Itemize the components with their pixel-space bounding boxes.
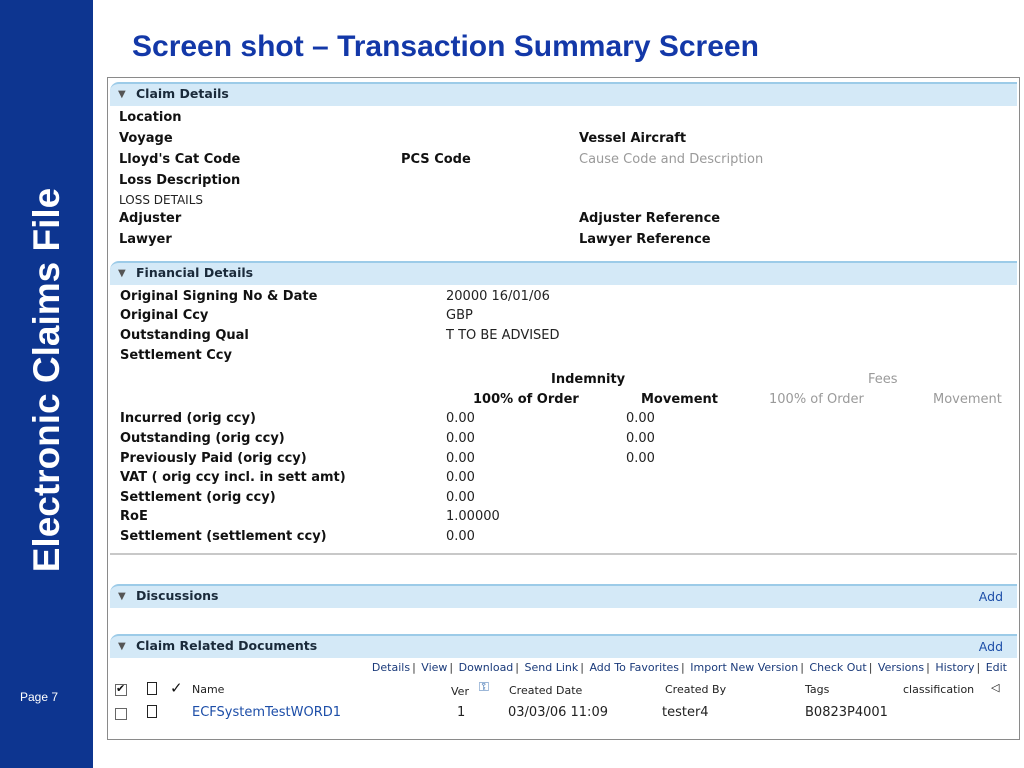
- fin-label: Original Ccy: [120, 308, 209, 323]
- fin-value: GBP: [446, 308, 473, 323]
- document-actions-bar: Details | View | Download | Send Link | Add To Favorites | Import New Version | Check Out | Versions | History | Edit: [371, 661, 1007, 674]
- adjuster-label: Adjuster: [119, 211, 182, 226]
- fin-row-label: Settlement (settlement ccy): [120, 529, 327, 544]
- col-ver[interactable]: Ver: [451, 685, 469, 698]
- col-movement: Movement: [641, 392, 718, 407]
- collapse-triangle-icon[interactable]: ▼: [118, 268, 126, 279]
- document-icon: [147, 705, 157, 718]
- fin-row-label: Outstanding (orig ccy): [120, 431, 285, 446]
- page-number: Page 7: [20, 690, 59, 704]
- fin-row-label: Incurred (orig ccy): [120, 411, 256, 426]
- fin-label: Outstanding Qual: [120, 328, 249, 343]
- fin-row-label: Previously Paid (orig ccy): [120, 451, 307, 466]
- fin-row-v1: 0.00: [446, 529, 475, 544]
- vessel-label: Vessel Aircraft: [579, 131, 687, 146]
- discussions-header[interactable]: [110, 584, 1017, 608]
- lock-user-icon: ⚿: [479, 680, 489, 695]
- lawyer-reference-label: Lawyer Reference: [579, 232, 711, 247]
- action-download[interactable]: Download: [458, 661, 514, 674]
- add-discussion-link[interactable]: Add: [978, 589, 1003, 604]
- column-chooser-icon[interactable]: ◁: [991, 681, 1000, 694]
- row-created-by: tester4: [662, 705, 709, 720]
- row-tags: B0823P4001: [805, 705, 888, 720]
- check-icon: ✓: [170, 679, 183, 697]
- col-name[interactable]: Name: [192, 683, 225, 696]
- financial-details-title: Financial Details: [136, 265, 254, 280]
- adjuster-reference-label: Adjuster Reference: [579, 211, 721, 226]
- action-versions[interactable]: Versions: [877, 661, 925, 674]
- collapse-triangle-icon[interactable]: ▼: [118, 641, 126, 652]
- cause-code-label: Cause Code and Description: [579, 152, 764, 167]
- fin-row-v2: 0.00: [626, 451, 655, 466]
- divider: [110, 553, 1017, 555]
- fin-value: T TO BE ADVISED: [446, 328, 560, 343]
- col-created-date[interactable]: Created Date: [509, 684, 583, 697]
- action-history[interactable]: History: [935, 661, 975, 674]
- fin-value: 20000 16/01/06: [446, 289, 550, 304]
- fin-row-v1: 0.00: [446, 490, 475, 505]
- action-details[interactable]: Details: [371, 661, 411, 674]
- claim-details-title: Claim Details: [136, 86, 229, 101]
- location-label: Location: [119, 110, 182, 125]
- voyage-label: Voyage: [119, 131, 173, 146]
- fees-heading: Fees: [868, 372, 898, 387]
- col-classification[interactable]: classification: [903, 683, 975, 696]
- collapse-triangle-icon[interactable]: ▼: [118, 89, 126, 100]
- col-fees-100-order: 100% of Order: [769, 392, 864, 407]
- documents-header[interactable]: [110, 634, 1017, 658]
- document-name-link[interactable]: ECFSystemTestWORD1: [192, 705, 342, 720]
- documents-title: Claim Related Documents: [136, 638, 318, 653]
- sidebar-title: Electronic Claims File: [26, 187, 67, 573]
- action-check-out[interactable]: Check Out: [809, 661, 867, 674]
- fin-row-label: VAT ( orig ccy incl. in sett amt): [120, 470, 346, 485]
- add-document-link[interactable]: Add: [978, 639, 1003, 654]
- action-add-to-favorites[interactable]: Add To Favorites: [589, 661, 680, 674]
- screenshot-panel: [107, 77, 1020, 740]
- action-send-link[interactable]: Send Link: [524, 661, 579, 674]
- col-100-order: 100% of Order: [473, 392, 579, 407]
- fin-row-label: RoE: [120, 509, 148, 524]
- fin-row-v1: 0.00: [446, 451, 475, 466]
- fin-row-v2: 0.00: [626, 431, 655, 446]
- document-icon: [147, 682, 157, 695]
- loss-details-value: LOSS DETAILS: [119, 193, 204, 207]
- loss-description-label: Loss Description: [119, 173, 241, 188]
- fin-label: Original Signing No & Date: [120, 289, 318, 304]
- financial-details-header[interactable]: [110, 261, 1017, 285]
- discussions-title: Discussions: [136, 588, 219, 603]
- pcs-code-label: PCS Code: [401, 152, 471, 167]
- indemnity-heading: Indemnity: [551, 372, 626, 387]
- fin-row-v1: 1.00000: [446, 509, 500, 524]
- action-edit[interactable]: Edit: [985, 661, 1007, 674]
- collapse-triangle-icon[interactable]: ▼: [118, 591, 126, 602]
- row-checkbox[interactable]: [115, 708, 127, 720]
- col-tags[interactable]: Tags: [805, 683, 830, 696]
- action-import-new-version[interactable]: Import New Version: [690, 661, 799, 674]
- fin-row-v2: 0.00: [626, 411, 655, 426]
- fin-row-v1: 0.00: [446, 431, 475, 446]
- fin-label: Settlement Ccy: [120, 348, 232, 363]
- lloyds-cat-code-label: Lloyd's Cat Code: [119, 152, 241, 167]
- fin-row-v1: 0.00: [446, 411, 475, 426]
- row-created-date: 03/03/06 11:09: [508, 705, 608, 720]
- action-view[interactable]: View: [421, 661, 448, 674]
- fin-row-label: Settlement (orig ccy): [120, 490, 276, 505]
- row-version: 1: [457, 705, 466, 720]
- slide-title: Screen shot – Transaction Summary Screen: [132, 30, 759, 63]
- fin-row-v1: 0.00: [446, 470, 475, 485]
- select-all-checkbox[interactable]: ✔: [116, 682, 126, 695]
- col-fees-movement: Movement: [933, 392, 1002, 407]
- col-created-by[interactable]: Created By: [665, 683, 727, 696]
- lawyer-label: Lawyer: [119, 232, 172, 247]
- sidebar: [0, 0, 93, 768]
- claim-details-header[interactable]: [110, 82, 1017, 106]
